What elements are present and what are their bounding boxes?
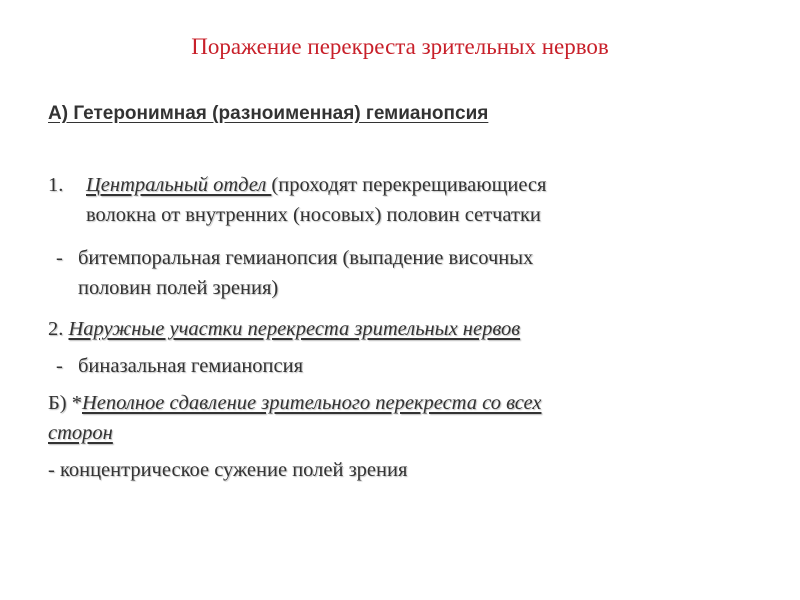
list-item-b-underlined-1: Неполное сдавление зрительного перекреста со всех [81, 392, 542, 414]
list-item-b-prefix: Б) * [48, 392, 82, 414]
list-item-1-line1 [86, 170, 546, 200]
list-item-b-line2 [48, 418, 113, 448]
list-item-2-line [48, 314, 520, 344]
bullet-2-text: биназальная гемианопсия [78, 355, 304, 377]
list-item-2-prefix: 2. [48, 318, 69, 340]
list-item-b-line1 [48, 388, 541, 418]
bullet-1-line2: половин полей зрения) [78, 277, 279, 299]
list-number: 1. [48, 174, 64, 196]
slide-title: Поражение перекреста зрительных нервов [191, 34, 609, 59]
section-heading: А) Гетеронимная (разноименная) гемианопсия [48, 103, 489, 124]
list-item-1-line2: волокна от внутренних (носовых) половин сетчатки [86, 204, 541, 226]
bullet-3-text: - концентрическое сужение полей зрения [48, 459, 408, 481]
list-item-1-rest: (проходят перекрещивающиеся [271, 174, 547, 196]
bullet-dash: - [56, 355, 63, 377]
bullet-1-line1: битемпоральная гемианопсия (выпадение височных [78, 247, 534, 269]
list-item-2-underlined: Наружные участки перекреста зрительных нервов [68, 318, 521, 340]
bullet-dash: - [56, 247, 63, 269]
list-item-1-underlined: Центральный отдел [86, 174, 272, 196]
list-item-b-underlined-2: сторон [48, 422, 113, 444]
